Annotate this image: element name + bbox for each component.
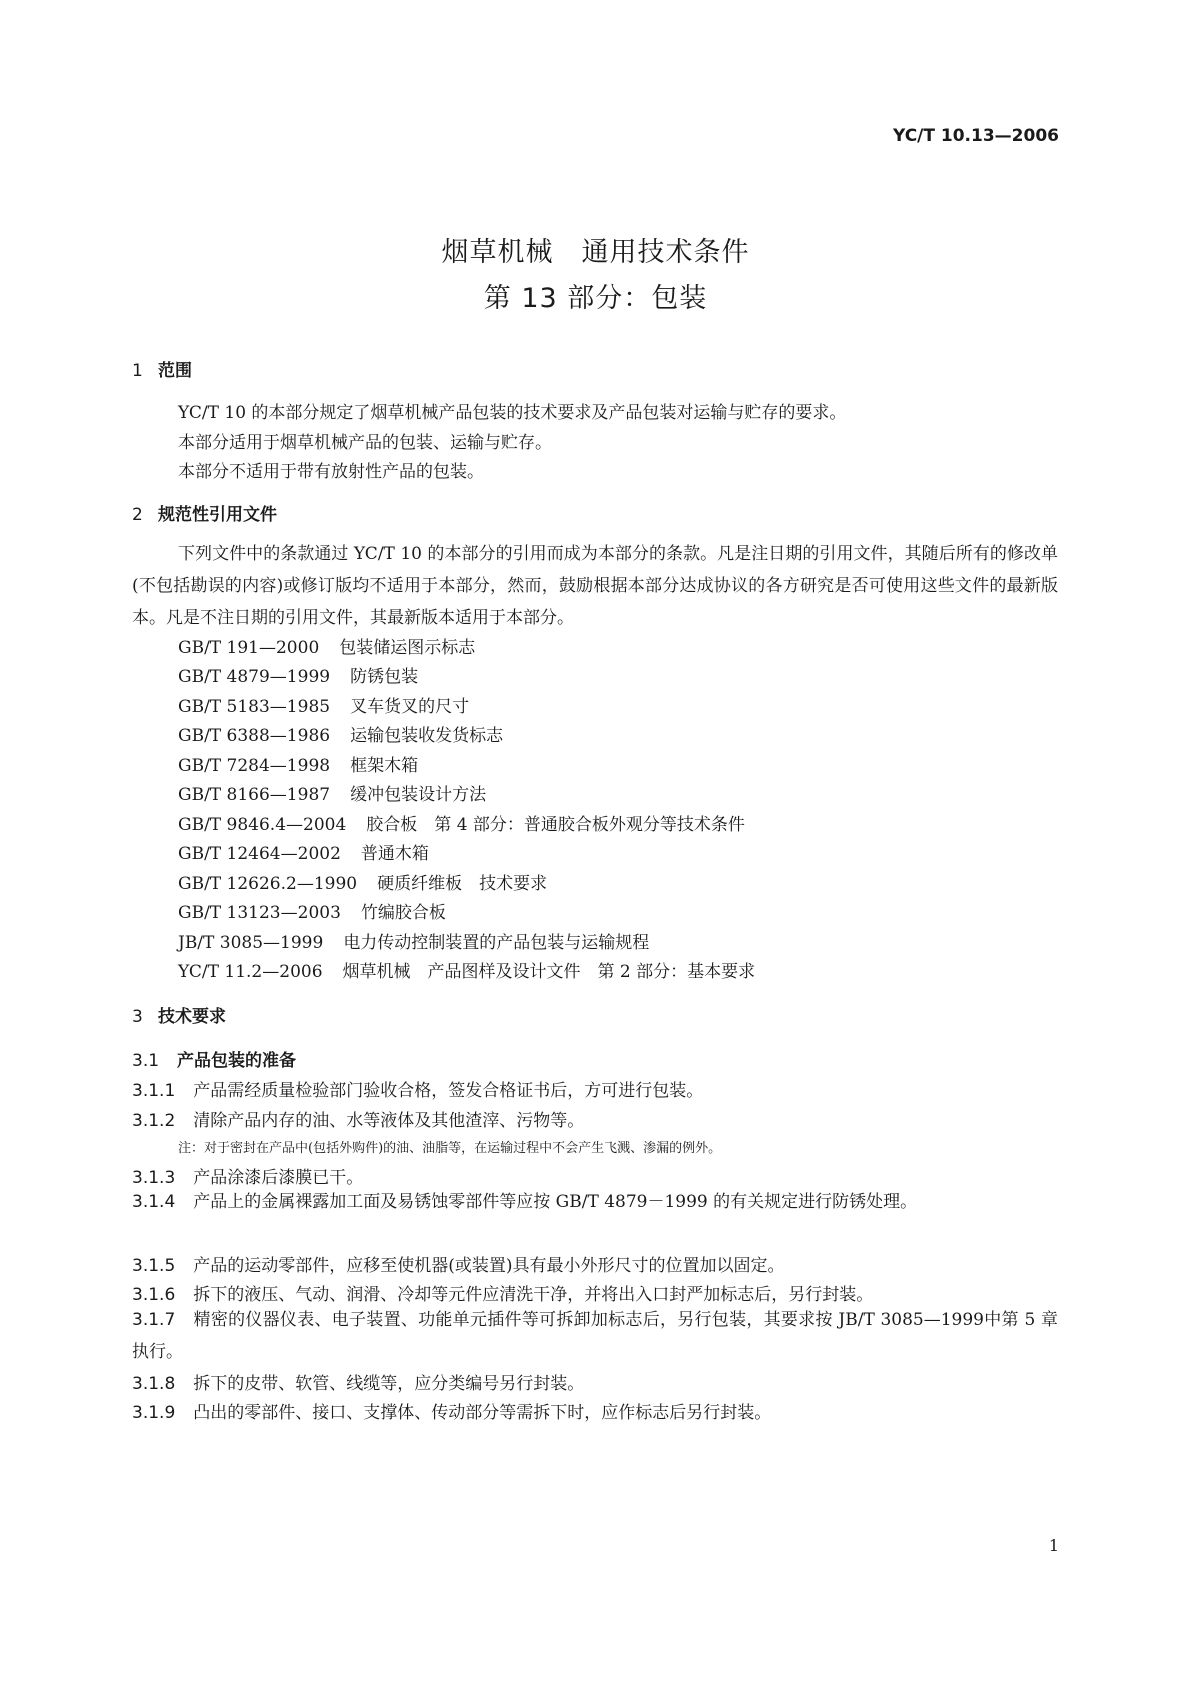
clause-text: 产品需经质量检验部门验收合格，签发合格证书后，方可进行包装。 xyxy=(193,1081,704,1101)
reference-title: 叉车货叉的尺寸 xyxy=(350,697,470,717)
section-number: 2 xyxy=(132,505,143,525)
clause-number: 3.1.9 xyxy=(132,1403,176,1423)
clause-text: 拆下的皮带、软管、线缆等，应分类编号另行封装。 xyxy=(193,1374,585,1394)
clause-item xyxy=(132,1106,584,1131)
reference-title: 竹编胶合板 xyxy=(360,903,446,923)
clause-text: 拆下的液压、气动、润滑、冷却等元件应清洗干净，并将出入口封严加标志后，另行封装。 xyxy=(193,1285,874,1305)
references-intro: 下列文件中的条款通过 YC/T 10 的本部分的引用而成为本部分的条款。凡是注日期的引用文件，其随后所有的修改单(不包括勘误的内容)或修订版均不适用于本部分，然而，鼓励根据本部分达成协议的各方研究是否可使用这些文件的最新版本。凡是不注日期的引用文件，其最新版本适用于本部分。 xyxy=(132,544,1058,628)
clause-text: 清除产品内存的油、水等液体及其他渣滓、污物等。 xyxy=(193,1111,585,1131)
reference-item xyxy=(178,810,745,835)
reference-code: GB/T 12626.2—1990 xyxy=(178,874,358,894)
reference-code: GB/T 12464—2002 xyxy=(178,844,341,864)
clause-number: 3.1.1 xyxy=(132,1081,176,1101)
doc-title: 烟草机械 通用技术条件 xyxy=(441,237,750,268)
reference-title: 普通木箱 xyxy=(360,844,429,864)
reference-code: GB/T 4879—1999 xyxy=(178,667,331,687)
reference-title: 电力传动控制装置的产品包装与运输规程 xyxy=(343,933,650,953)
subsection-3-1-heading xyxy=(132,1046,296,1071)
reference-item xyxy=(178,928,649,953)
reference-title: 缓冲包装设计方法 xyxy=(350,785,487,805)
clause-item xyxy=(132,1251,785,1276)
reference-item xyxy=(178,869,547,894)
clause-item xyxy=(132,1076,703,1101)
clause-item xyxy=(132,1186,1058,1218)
section-title: 技术要求 xyxy=(158,1007,226,1027)
reference-title: 框架木箱 xyxy=(350,756,419,776)
reference-code: JB/T 3085—1999 xyxy=(178,933,324,953)
clause-text: 产品上的金属裸露加工面及易锈蚀零部件等应按 GB/T 4879－1999 的有关规定进行防锈处理。 xyxy=(193,1192,918,1212)
reference-code: GB/T 5183—1985 xyxy=(178,697,331,717)
clause-text: 产品涂漆后漆膜已干。 xyxy=(193,1168,364,1188)
reference-item xyxy=(178,839,429,864)
section-title: 范围 xyxy=(158,361,192,381)
reference-title: 包装储运图示标志 xyxy=(339,638,476,658)
section-number: 3 xyxy=(132,1007,143,1027)
section-1-heading xyxy=(132,356,192,381)
doc-subtitle: 第 13 部分：包装 xyxy=(483,283,708,314)
section-number: 1 xyxy=(132,361,143,381)
clause-number: 3.1.5 xyxy=(132,1256,176,1276)
reference-item xyxy=(178,692,469,717)
section-title: 规范性引用文件 xyxy=(158,505,277,525)
reference-item xyxy=(178,898,446,923)
clause-number: 3.1.8 xyxy=(132,1374,176,1394)
reference-item xyxy=(178,957,755,982)
reference-title: 运输包装收发货标志 xyxy=(350,726,504,746)
clause-item xyxy=(132,1369,584,1394)
section-2-heading xyxy=(132,500,277,525)
clause-number: 3.1.2 xyxy=(132,1111,176,1131)
clause-item xyxy=(132,1304,1058,1368)
reference-code: GB/T 8166—1987 xyxy=(178,785,331,805)
reference-item xyxy=(178,633,475,658)
reference-code: GB/T 7284—1998 xyxy=(178,756,331,776)
reference-title: 防锈包装 xyxy=(350,667,419,687)
reference-title: 烟草机械 产品图样及设计文件 第 2 部分：基本要求 xyxy=(342,962,756,982)
section-3-heading xyxy=(132,1002,226,1027)
reference-code: YC/T 11.2—2006 xyxy=(178,962,323,982)
subsection-number: 3.1 xyxy=(132,1051,160,1071)
scope-paragraph-1: YC/T 10 的本部分规定了烟草机械产品包装的技术要求及产品包装对运输与贮存的要求。 xyxy=(178,403,847,423)
scope-paragraph-3: 本部分不适用于带有放射性产品的包装。 xyxy=(178,462,484,482)
clause-number: 3.1.7 xyxy=(132,1310,176,1330)
scope-paragraph-2: 本部分适用于烟草机械产品的包装、运输与贮存。 xyxy=(178,433,552,453)
clause-item xyxy=(132,1398,771,1423)
reference-item xyxy=(178,662,418,687)
clause-number: 3.1.6 xyxy=(132,1285,176,1305)
reference-item xyxy=(178,780,486,805)
reference-code: GB/T 13123—2003 xyxy=(178,903,341,923)
standard-code: YC/T 10.13—2006 xyxy=(893,126,1059,146)
reference-code: GB/T 9846.4—2004 xyxy=(178,815,347,835)
reference-item xyxy=(178,721,503,746)
reference-item xyxy=(178,751,418,776)
reference-title: 硬质纤维板 技术要求 xyxy=(377,874,548,894)
reference-code: GB/T 6388—1986 xyxy=(178,726,331,746)
reference-title: 胶合板 第 4 部分：普通胶合板外观分等技术条件 xyxy=(366,815,745,835)
clause-item xyxy=(132,1163,363,1188)
note: 注：对于密封在产品中(包括外购件)的油、油脂等，在运输过程中不会产生飞溅、渗漏的例外。 xyxy=(178,1141,722,1156)
clause-text: 产品的运动零部件，应移至使机器(或装置)具有最小外形尺寸的位置加以固定。 xyxy=(193,1256,785,1276)
clause-number: 3.1.3 xyxy=(132,1168,176,1188)
clause-number: 3.1.4 xyxy=(132,1192,176,1212)
subsection-title: 产品包装的准备 xyxy=(177,1051,297,1071)
clause-text: 凸出的零部件、接口、支撑体、传动部分等需拆下时，应作标志后另行封装。 xyxy=(193,1403,772,1423)
clause-text: 精密的仪器仪表、电子装置、功能单元插件等可拆卸加标志后，另行包装，其要求按 JB/T 3085—1999中第 5 章执行。 xyxy=(132,1310,1058,1362)
reference-code: GB/T 191—2000 xyxy=(178,638,320,658)
clause-item xyxy=(132,1280,873,1305)
page-number: 1 xyxy=(1048,1536,1059,1555)
